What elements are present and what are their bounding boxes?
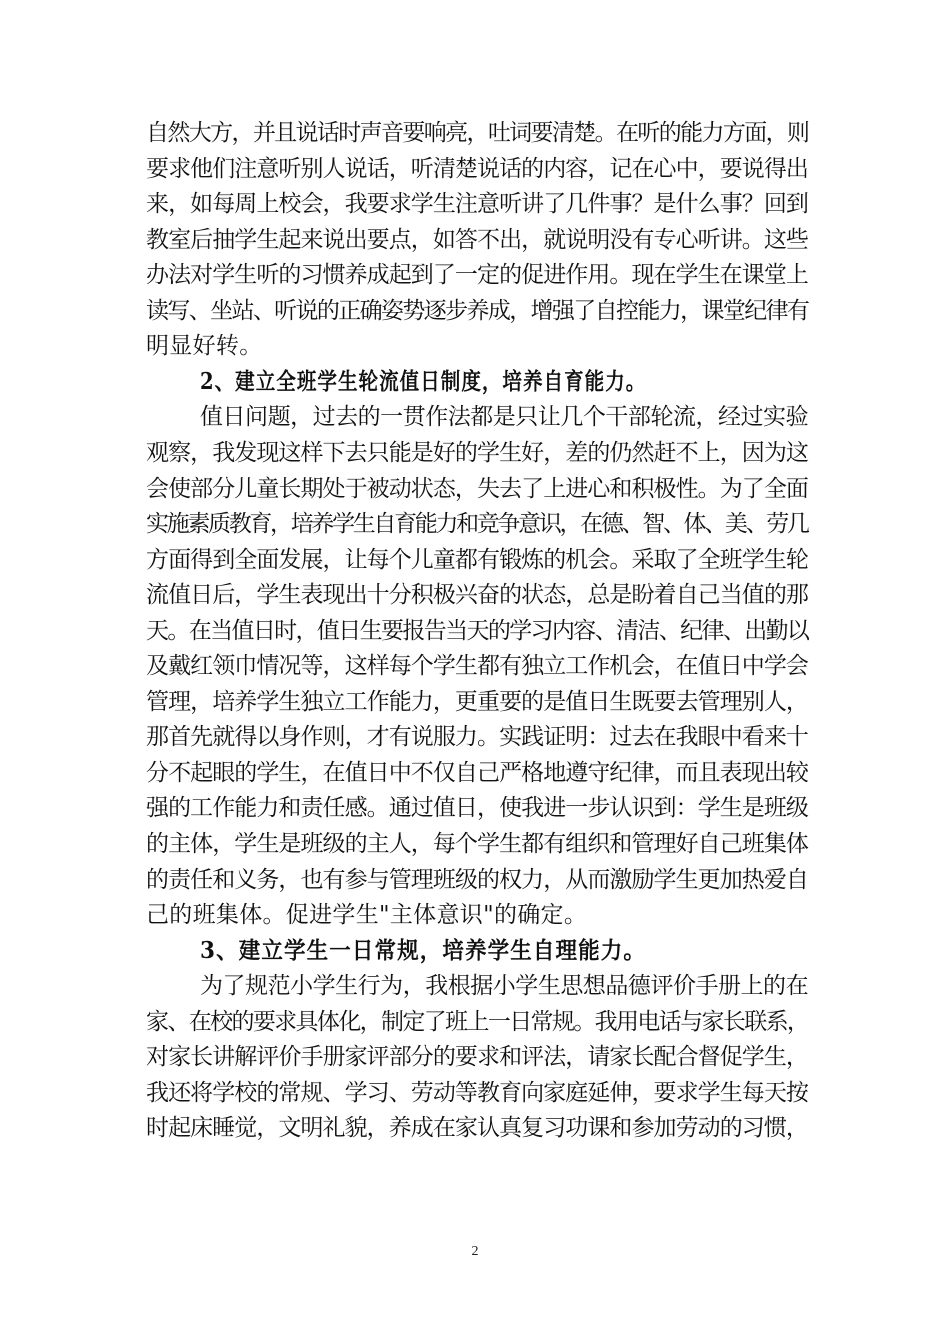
section-heading: 3、建立学生一日常规，培养学生自理能力。	[200, 937, 647, 964]
text-line: 值日问题，过去的一贯作法都是只让几个干部轮流，经过实验	[200, 404, 809, 430]
page-number: 2	[471, 1244, 479, 1259]
text-line: 我还将学校的常规、学习、劳动等教育向家庭延伸，要求学生每天按	[146, 1080, 809, 1106]
text-line: 要求他们注意听别人说话，听清楚说话的内容，记在心中，要说得出	[146, 156, 809, 182]
text-line: 教室后抽学生起来说出要点，如答不出，就说明没有专心听讲。这些	[146, 227, 809, 253]
text-line: 家、在校的要求具体化，制定了班上一日常规。我用电话与家长联系，	[146, 1009, 809, 1035]
text-line: 强的工作能力和责任感。通过值日，使我进一步认识到：学生是班级	[146, 795, 809, 821]
text-line: 来，如每周上校会，我要求学生注意听讲了几件事？是什么事？回到	[146, 191, 809, 217]
text-line: 自然大方，并且说话时声音要响亮，吐词要清楚。在听的能力方面，则	[146, 120, 809, 146]
text-line: 流值日后，学生表现出十分积极兴奋的状态，总是盼着自己当值的那	[146, 582, 809, 608]
text-line: 读写、坐站、听说的正确姿势逐步养成，增强了自控能力，课堂纪律有	[146, 298, 809, 324]
text-line: 明显好转。	[146, 333, 263, 359]
text-line: 的责任和义务，也有参与管理班级的权力，从而激励学生更加热爱自	[146, 867, 809, 893]
text-line: 己的班集体。促进学生"主体意识"的确定。	[146, 902, 588, 928]
text-line: 及戴红领巾情况等，这样每个学生都有独立工作机会，在值日中学会	[146, 653, 809, 679]
text-line: 方面得到全面发展，让每个儿童都有锻炼的机会。采取了全班学生轮	[146, 547, 809, 573]
text-line: 天。在当值日时，值日生要报告当天的学习内容、清洁、纪律、出勤以	[146, 618, 809, 644]
text-line: 会使部分儿童长期处于被动状态，失去了上进心和积极性。为了全面	[146, 476, 809, 502]
text-line: 管理，培养学生独立工作能力，更重要的是值日生既要去管理别人，	[146, 689, 809, 715]
text-line: 实施素质教育，培养学生自育能力和竞争意识，在德、智、体、美、劳几	[146, 511, 808, 537]
text-line: 对家长讲解评价手册家评部分的要求和评法，请家长配合督促学生，	[146, 1044, 809, 1070]
text-line: 观察，我发现这样下去只能是好的学生好，差的仍然赶不上，因为这	[146, 440, 809, 466]
text-line: 分不起眼的学生，在值日中不仅自己严格地遵守纪律，而且表现出较	[146, 760, 809, 786]
text-line: 为了规范小学生行为，我根据小学生思想品德评价手册上的在	[200, 973, 809, 999]
section-heading: 2、建立全班学生轮流值日制度，培养自育能力。	[200, 368, 647, 395]
text-line: 办法对学生听的习惯养成起到了一定的促进作用。现在学生在课堂上	[146, 262, 809, 288]
text-line: 的主体，学生是班级的主人，每个学生都有组织和管理好自己班集体	[146, 831, 809, 857]
text-line: 时起床睡觉，文明礼貌，养成在家认真复习功课和参加劳动的习惯，	[146, 1115, 809, 1141]
text-line: 那首先就得以身作则，才有说服力。实践证明：过去在我眼中看来十	[146, 724, 809, 750]
